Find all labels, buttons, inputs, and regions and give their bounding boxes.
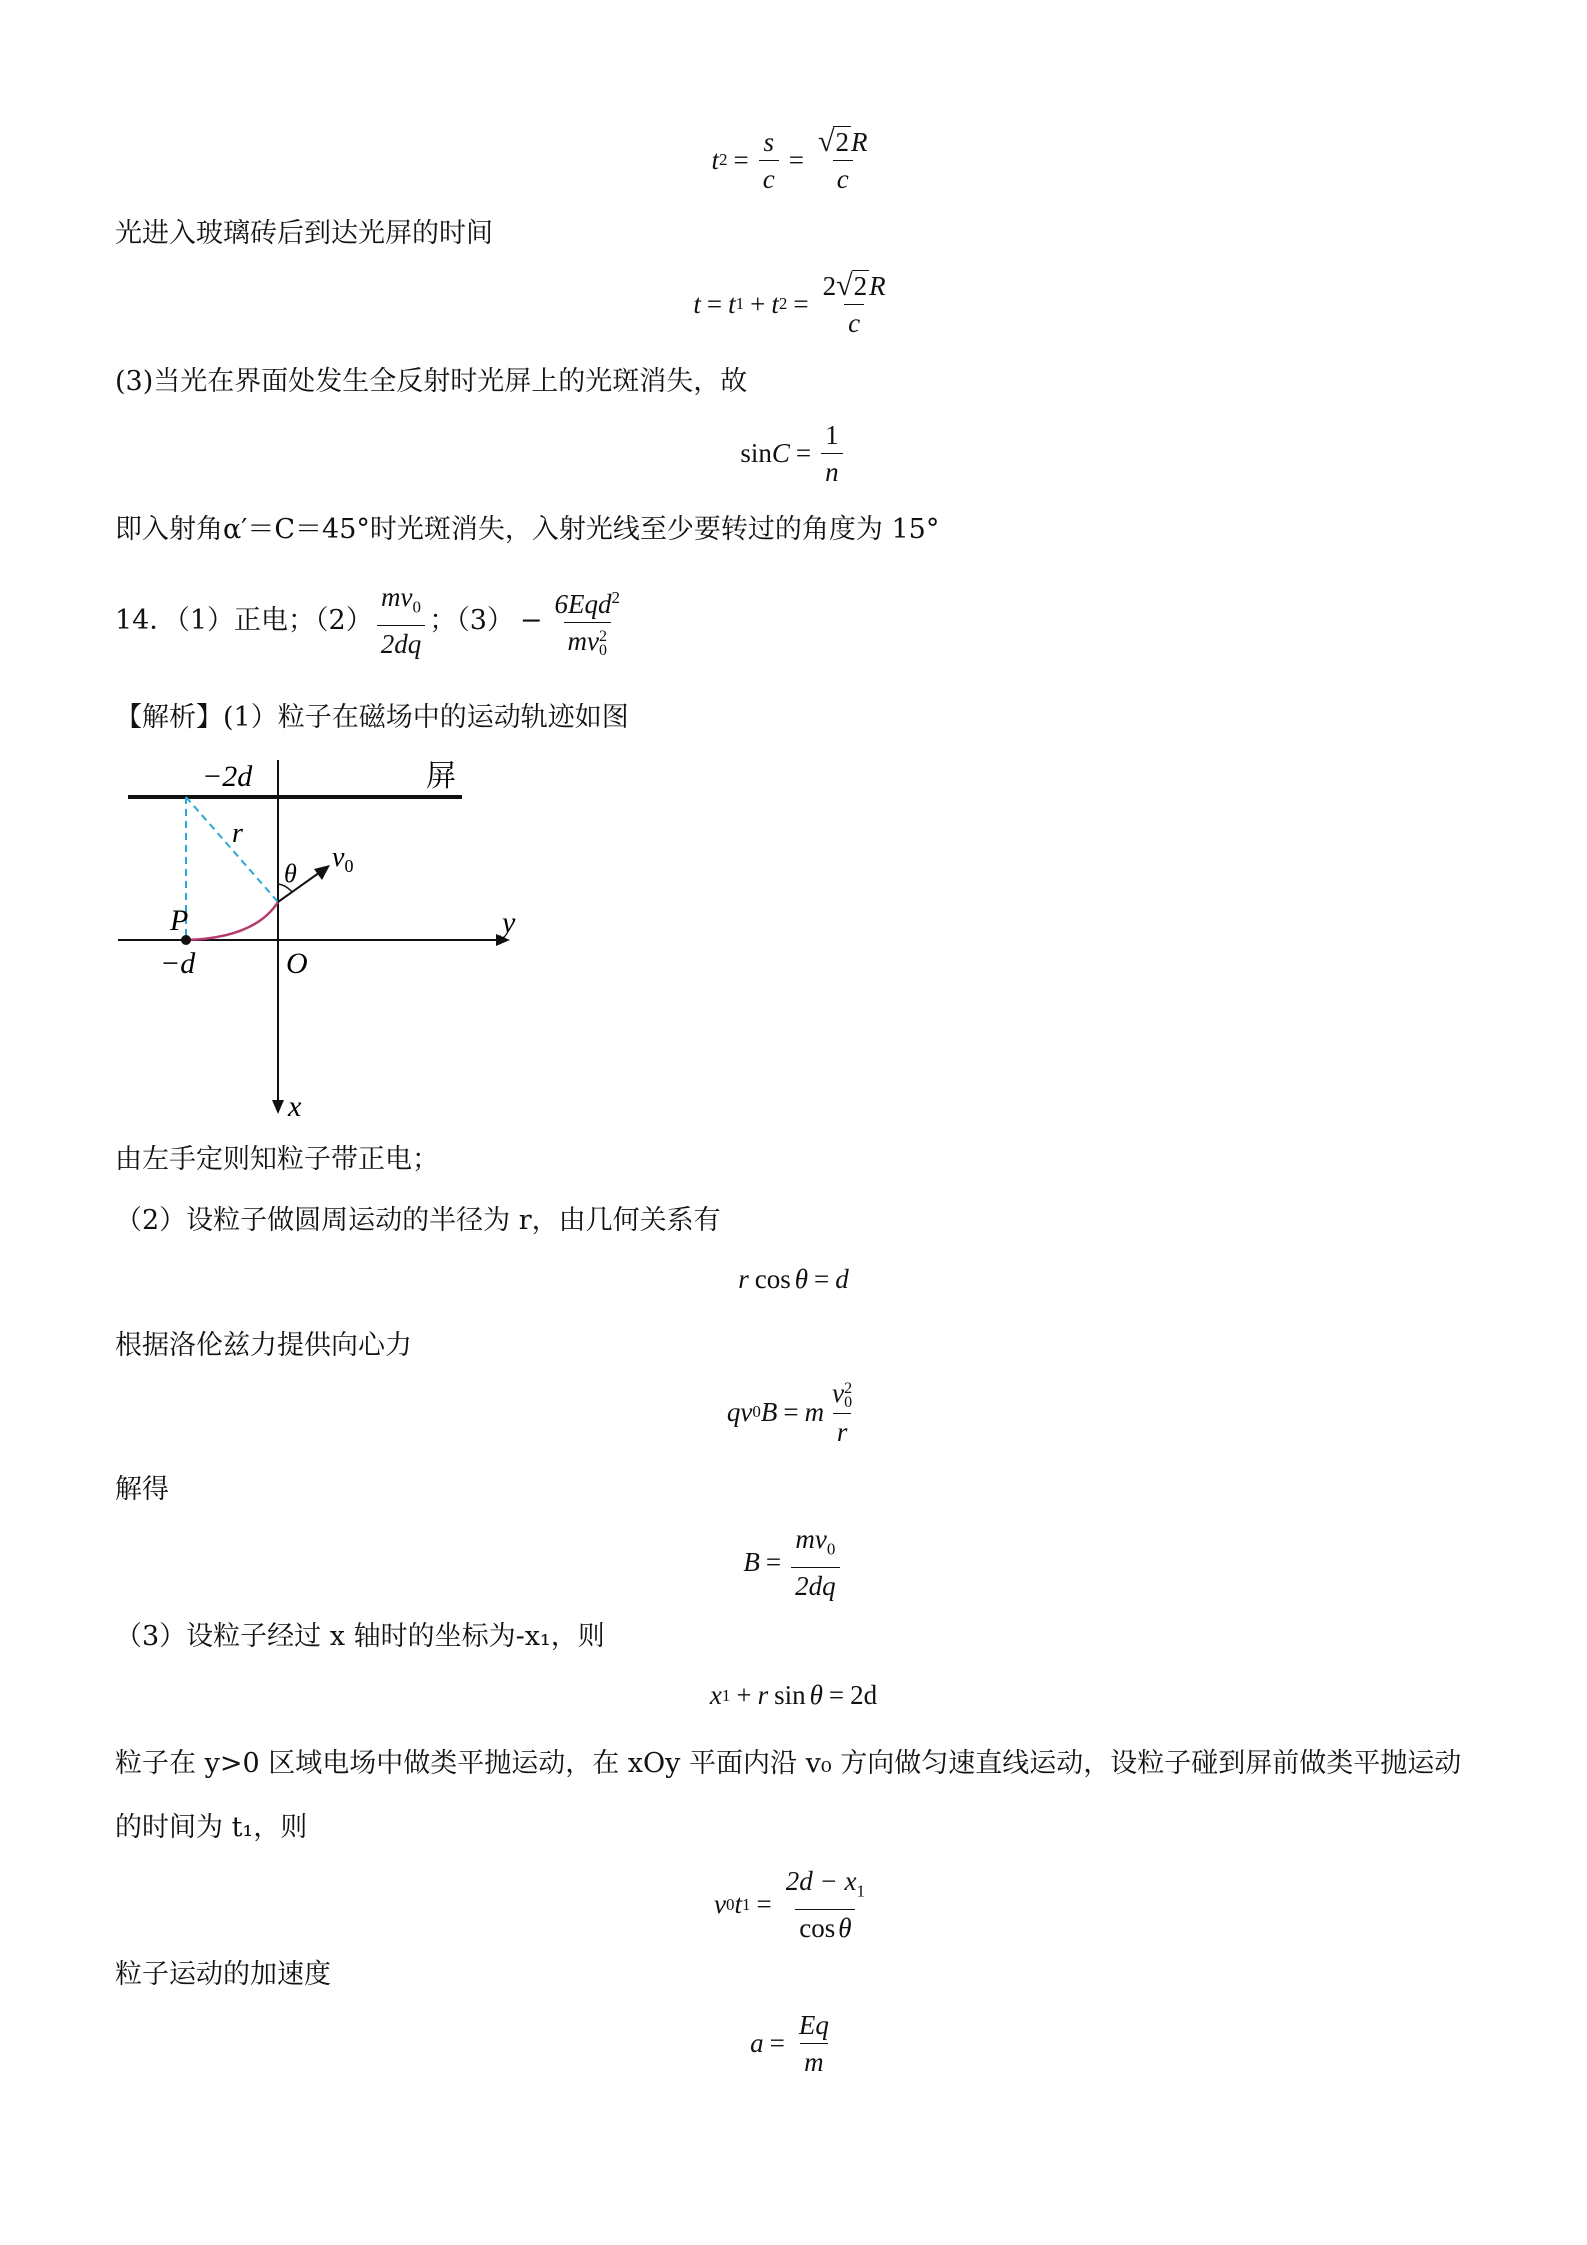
text-accel: 粒子运动的加速度 — [115, 1959, 331, 1990]
text-light-time: 光进入玻璃砖后到达光屏的时间 — [115, 218, 493, 249]
text-part3: (3)当光在界面处发生全反射时光屏上的光斑消失，故 — [115, 366, 748, 397]
answer-14: 14．（1）正电；（2） $\frac{mv_0}{2dq}$ ；（3） − 6Eqd$^2$ mv 2 0 — [115, 582, 621, 660]
text-part3b: （3）设粒子经过 x 轴时的坐标为-x₁，则 — [115, 1621, 605, 1652]
velocity-arrowhead — [314, 865, 330, 880]
label-v0: $v_0$ — [332, 842, 354, 876]
label-p: P — [170, 904, 189, 937]
text-solve: 解得 — [115, 1474, 169, 1505]
text-left-hand: 由左手定则知粒子带正电； — [115, 1144, 439, 1175]
equation-t2: t 2 = $\frac{s}{c}$ = √ 2 R c — [711, 125, 868, 194]
label-r: r — [232, 818, 243, 849]
text-analysis: 【解析】(1）粒子在磁场中的运动轨迹如图 — [115, 702, 629, 733]
label-y: y — [502, 906, 516, 939]
label-theta: θ — [284, 859, 297, 888]
x-axis-arrow — [272, 1100, 284, 1114]
label-minus-2d: −2d — [202, 760, 253, 793]
label-x: x — [288, 1090, 302, 1123]
equation-b: B = $\frac{mv_0}{2dq}$ — [0, 1524, 1587, 1601]
equation-a: a = $\frac{Eq}{m}$ — [750, 2010, 829, 2077]
trajectory-diagram — [110, 752, 530, 1132]
equation-rcos: r cos θ = d — [738, 1264, 849, 1294]
equation-t: t = t 1 + t 2 = 2 √ 2 R c — [693, 269, 886, 338]
equation-x1: x 1 + r sin θ = 2d — [709, 1680, 878, 1710]
equation-qvb: q v 0 B = m v 2 0 r — [726, 1378, 853, 1447]
equation-v0t1: v 0 t 1 = $\frac{2d - x_1}{\text{cos θ}}$ — [714, 1866, 865, 1944]
equation-sinc: sin C = $\frac{1}{n}$ — [0, 420, 1587, 487]
label-o: O — [286, 947, 308, 980]
text-part2: （2）设粒子做圆周运动的半径为 r，由几何关系有 — [115, 1205, 721, 1236]
dashed-radius — [186, 797, 278, 902]
label-screen: 屏 — [426, 759, 456, 794]
text-angle: 即入射角α′＝C＝45°时光斑消失，入射光线至少要转过的角度为 15° — [115, 514, 940, 545]
trajectory-arc — [186, 902, 278, 940]
text-lorentz: 根据洛伦兹力提供向心力 — [115, 1330, 412, 1361]
text-motion: 粒子在 y>0 区域电场中做类平抛运动，在 xOy 平面内沿 v₀ 方向做匀速直线运动，设粒子碰到屏前做类平抛运动的时间为 t₁，则 — [115, 1748, 1462, 1843]
label-minus-d: −d — [160, 947, 196, 980]
